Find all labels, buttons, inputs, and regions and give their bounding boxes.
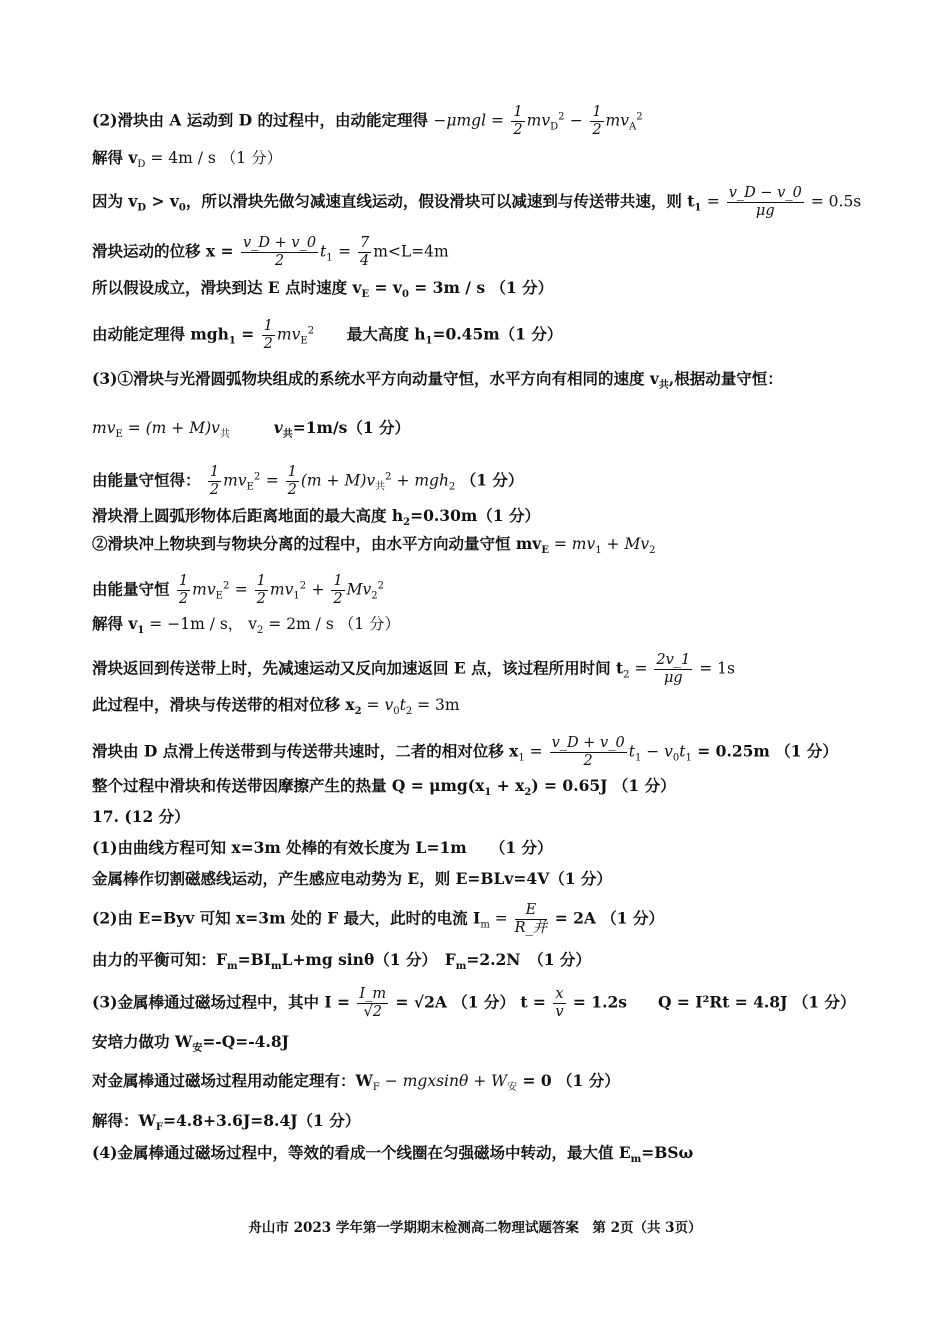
fraction: $\frac{1}{2}$ bbox=[178, 573, 189, 607]
line-17-part3: (3)金属棒通过磁场过程中，其中 I = $\frac{I\_m}{√2}$ = √2A （1 分） t = $\frac{x}{v}$ = 1.2s Q = I²Rt = 4.8J （1 分） bbox=[92, 986, 856, 1020]
fraction: $\frac{1}{2}$ bbox=[287, 464, 297, 498]
line-17-emf: 金属棒作切割磁感线运动，产生感应电动势为 E，则 E=BLv=4V（1 分） bbox=[92, 869, 612, 888]
line-max-height-h2: 滑块滑上圆弧形物体后距离地面的最大高度 $h_2=0.30m(1$ 分） bbox=[92, 506, 540, 529]
line-separation-momentum: ②滑块冲上物块到与物块分离的过程中，由水平方向动量守恒 $mv_E = mv_1 + Mv_2$ bbox=[92, 534, 656, 557]
line-17-ampere-work: 安培力做功 $W_安=-Q=-4.8J$ bbox=[92, 1032, 289, 1055]
fraction: $\frac{x}{v}$ bbox=[555, 986, 564, 1020]
line-energy-conservation: 由能量守恒得： $\frac{1}{2}$ $mv_E^2$ = $\frac{1}{2}$ $(m + M)v_共^2 + mgh_2$ （1 分） bbox=[92, 464, 524, 498]
line-displacement: 滑块运动的位移 x = $\frac{v\_D + v\_0}{2}$ $t_1$ = $\frac{7}{4}$ m<L=4m bbox=[92, 235, 449, 269]
fraction: $\frac{E}{\text{R\_并}}$ bbox=[514, 902, 548, 936]
line-17-part2-current: (2)由 E=Byv 可知 x=3m 处的 F 最大，此时的电流 $I_m$ = $\frac{E}{\text{R\_并}}$ = 2A （1 分） bbox=[92, 902, 664, 936]
line-return-time: 滑块返回到传送带上时，先减速运动又反向加速返回 E 点，该过程所用时间 $t_2$ = $\frac{2v\_1}{\mu g}$ = 1s bbox=[92, 652, 735, 686]
line-relative-displacement-x2: 此过程中，滑块与传送带的相对位移 $x_2 = v_0t_2 = 3m$ bbox=[92, 695, 460, 718]
question-17-heading: 17. (12 分） bbox=[92, 807, 190, 826]
fraction: $\frac{I\_m}{√2}$ bbox=[359, 986, 387, 1020]
page-footer: 舟山市 2023 学年第一学期期末检测高二物理试题答案 第 2页（共 3页） bbox=[248, 1220, 702, 1236]
fraction: $\frac{v\_D + v\_0}{2}$ bbox=[551, 735, 625, 769]
line-part3-momentum: (3)①滑块与光滑圆弧物块组成的系统水平方向动量守恒，水平方向有相同的速度 $v_共$,根据动量守恒： bbox=[92, 369, 783, 392]
line-heat: 整个过程中滑块和传送带因摩擦产生的热量 $Q = \mu mg(x_1 + x_2) = 0.65J$ （1 分） bbox=[92, 776, 676, 799]
line-17-part1: (1)由曲线方程可知 x=3m 处棒的有效长度为 L=1m （1 分） bbox=[92, 838, 553, 857]
line-solve-vd: 解得 $v_D = 4m / s$ （1 分） bbox=[92, 148, 283, 171]
fraction: $\frac{1}{2}$ bbox=[592, 104, 602, 138]
fraction: $\frac{1}{2}$ bbox=[513, 104, 523, 138]
text: (2)滑块由 A 运动到 D 的过程中，由动能定理得 bbox=[92, 110, 429, 130]
eq: −μmgl = bbox=[433, 111, 504, 130]
fraction: $\frac{7}{4}$ bbox=[359, 235, 370, 269]
fraction: $\frac{1}{2}$ bbox=[333, 573, 343, 607]
line-momentum-eq: $mv_E = (m + M)v_共$ $v_共=1m/s(1$ 分） bbox=[92, 418, 411, 441]
fraction: $\frac{2v\_1}{\mu g}$ bbox=[656, 652, 691, 686]
fraction: $\frac{1}{2}$ bbox=[263, 318, 273, 352]
line-17-kinetic-energy: 对金属棒通过磁场过程用动能定理有：$W_F - mgxsin\theta + W_安 = 0$ （1 分） bbox=[92, 1071, 620, 1094]
line-part2-head: (2)滑块由 A 运动到 D 的过程中，由动能定理得 −μmgl = $\frac{1}{2}$ $mv_D^2$ − $\frac{1}{2}$ $mv_A^2$ bbox=[92, 104, 643, 138]
line-energy-separation: 由能量守恒 $\frac{1}{2}$ $mv_E^2$ = $\frac{1}{2}$ $mv_1^2$ + $\frac{1}{2}$ $Mv_2^2$ bbox=[92, 573, 385, 607]
fraction: $\frac{1}{2}$ bbox=[256, 573, 266, 607]
fraction: $\frac{v\_D + v\_0}{2}$ bbox=[242, 235, 317, 269]
line-17-part4: (4)金属棒通过磁场过程中，等效的看成一个线圈在匀强磁场中转动，最大值 $E_m=BS\omega$ bbox=[92, 1143, 694, 1166]
line-energy-h1: 由动能定理得 mgh$_1$ = $\frac{1}{2}$ $mv_E^2$ 最大高度 $h_1=0.45m(1$ 分） bbox=[92, 318, 563, 352]
line-because: 因为 $v_D > v_0$，所以滑块先做匀减速直线运动，假设滑块可以减速到与传送带共速，则 $t_1$ = $\frac{v\_D - v\_0}{\mu g}$ = 0.5s bbox=[92, 185, 862, 219]
fraction: $\frac{v\_D - v\_0}{\mu g}$ bbox=[728, 185, 802, 219]
line-solve-v1-v2: 解得 $v_1 = -1m / s$， $v_2 = 2m / s$ （1 分） bbox=[92, 614, 401, 637]
fraction: $\frac{1}{2}$ bbox=[209, 464, 220, 498]
line-assumption: 所以假设成立，滑块到达 E 点时速度 $v_E = v_0 = 3m / s$ （1 分） bbox=[92, 278, 554, 301]
line-17-solve-wf: 解得：$W_F=4.8+3.6J=8.4J(1$ 分） bbox=[92, 1111, 361, 1134]
line-relative-displacement-x1: 滑块由 D 点滑上传送带到与传送带共速时，二者的相对位移 $x_1$ = $\frac{v\_D + v\_0}{2}$ $t_1 - v_0t_1 = 0.25m$ （1 分） bbox=[92, 735, 838, 769]
line-17-force-balance: 由力的平衡可知：$F_m=BI_mL+mg$ sinθ（1 分） $F_m=2.2N$ （1 分） bbox=[92, 950, 591, 973]
